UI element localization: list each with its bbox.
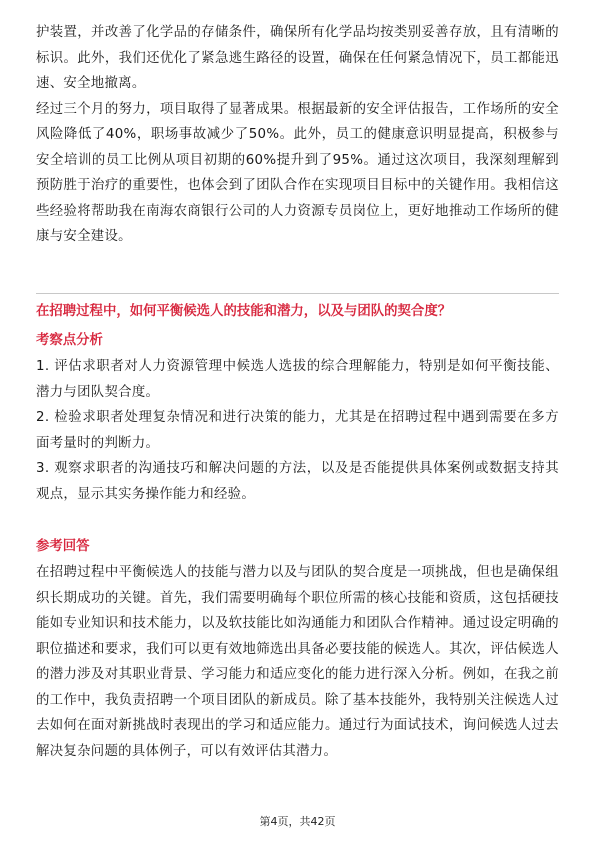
- question-heading: 在招聘过程中，如何平衡候选人的技能和潜力，以及与团队的契合度？: [36, 304, 452, 319]
- answer-section: [36, 560, 559, 764]
- intro-paragraph-2: 经过三个月的努力，项目取得了显著成果。根据最新的安全评估报告，工作场所的安全风险降低了40%，职场事故减少了50%。此外，员工的健康意识明显提高，积极参与安全培训的员工比例从项目初期的60%提升到了95%。通过这次项目，我深刻理解到预防胜于治疗的重要性，也体会到了团队合作在实现项目目标中的关键作用。我相信这些经验将帮助我在南海农商银行公司的人力资源专员岗位上，更好地推动工作场所的健康与安全建设。: [36, 101, 559, 244]
- section-divider: [36, 293, 559, 294]
- analysis-item-1: 1. 评估求职者对人力资源管理中候选人选拔的综合理解能力，特别是如何平衡技能、潜力与团队契合度。: [36, 359, 559, 400]
- analysis-list: [36, 354, 559, 507]
- analysis-label: 考察点分析: [36, 333, 103, 348]
- answer-label: 参考回答: [36, 539, 90, 554]
- intro-paragraph-1: 护装置，并改善了化学品的存储条件，确保所有化学品均按类别妥善存放，且有清晰的标识。此外，我们还优化了紧急逃生路径的设置，确保在任何紧急情况下，员工都能迅速、安全地撤离。: [36, 25, 559, 91]
- page-number: 第4页，共42页: [259, 815, 336, 828]
- answer-paragraph: 在招聘过程中平衡候选人的技能与潜力以及与团队的契合度是一项挑战，但也是确保组织长期成功的关键。首先，我们需要明确每个职位所需的核心技能和资质，这包括硬技能如专业知识和技术能力，以及软技能比如沟通能力和团队合作精神。通过设定明确的职位描述和要求，我们可以更有效地筛选出具备必要技能的候选人。其次，评估候选人的潜力涉及对其职业背景、学习能力和适应变化的能力进行深入分析。例如，在我之前的工作中，我负责招聘一个项目团队的新成员。除了基本技能外，我特别关注候选人过去如何在面对新挑战时表现出的学习和适应能力。通过行为面试技术，询问候选人过去解决复杂问题的具体例子，可以有效评估其潜力。: [36, 565, 559, 759]
- intro-section: [36, 20, 559, 250]
- analysis-item-2: 2. 检验求职者处理复杂情况和进行决策的能力，尤其是在招聘过程中遇到需要在多方面考量时的判断力。: [36, 410, 559, 451]
- analysis-item-3: 3. 观察求职者的沟通技巧和解决问题的方法，以及是否能提供具体案例或数据支持其观点，显示其实务操作能力和经验。: [36, 461, 559, 502]
